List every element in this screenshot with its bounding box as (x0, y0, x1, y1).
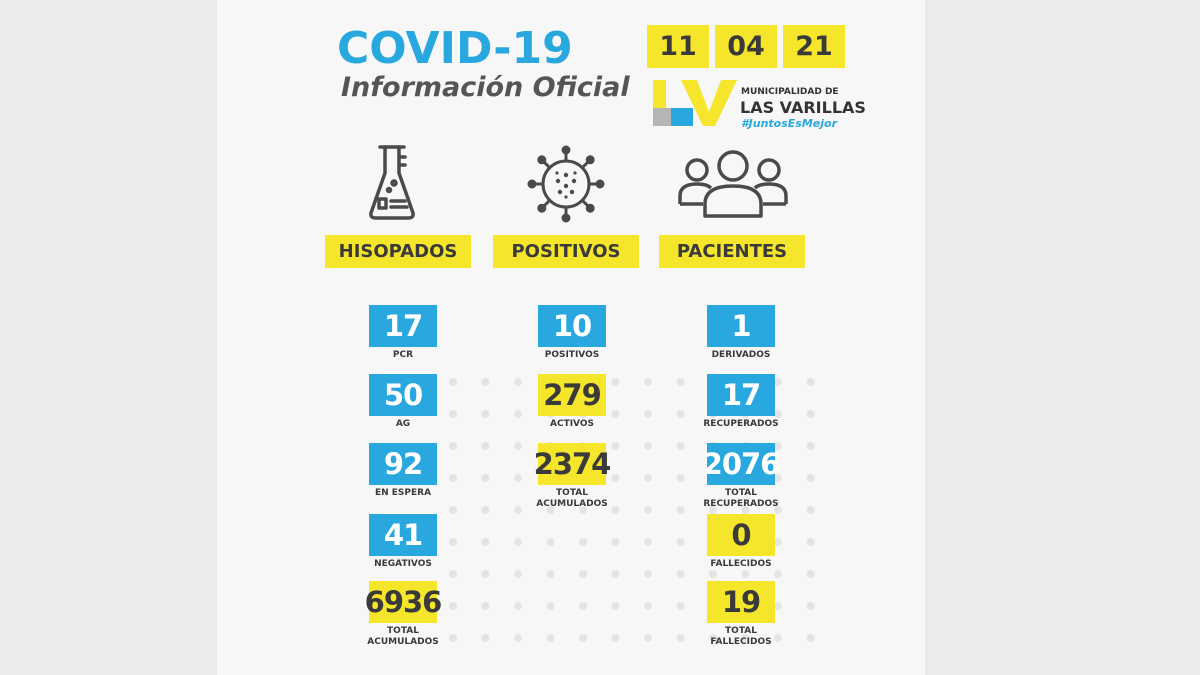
infographic-card (217, 0, 925, 675)
date-day: 11 (647, 25, 709, 68)
stat-label: PCR (392, 350, 414, 360)
stat-value: 2374 (538, 443, 606, 485)
page-subtitle: Información Oficial (341, 72, 630, 103)
decor-dot (807, 474, 815, 482)
decor-dot (807, 378, 815, 386)
decor-dot (677, 538, 685, 546)
stat-derivados (686, 305, 796, 361)
stat-negativos (348, 514, 458, 570)
decor-dot (579, 570, 587, 578)
stat-value: 279 (538, 374, 606, 416)
stat-ag (348, 374, 458, 430)
flask-icon (367, 143, 417, 221)
stat-total-recuperados (686, 443, 796, 510)
decor-dot (547, 602, 555, 610)
stat-value: 0 (707, 514, 775, 556)
decor-dot (644, 538, 652, 546)
stat-value: 17 (707, 374, 775, 416)
stat-label: RECUPERADOS (703, 419, 779, 429)
stat-value: 41 (369, 514, 437, 556)
decor-dot (677, 474, 685, 482)
decor-dot (644, 570, 652, 578)
decor-dot (482, 634, 490, 642)
municipality-logo (651, 78, 747, 130)
municipality-name: LAS VARILLAS (740, 98, 866, 117)
decor-dot (514, 570, 522, 578)
decor-dot (482, 538, 490, 546)
decor-dot (807, 634, 815, 642)
decor-dot (579, 602, 587, 610)
stat-total-fallecidos (686, 581, 796, 648)
decor-dot (644, 474, 652, 482)
stat-label: TOTAL FALLECIDOS (710, 626, 772, 647)
stat-label: FALLECIDOS (710, 559, 772, 569)
decor-dot (644, 410, 652, 418)
decor-dot (612, 602, 620, 610)
stat-fallecidos (686, 514, 796, 570)
decor-dot (807, 410, 815, 418)
decor-dot (482, 506, 490, 514)
decor-dot (742, 570, 750, 578)
municipality-hashtag: #JuntosEsMejor (741, 117, 837, 130)
decor-dot (482, 442, 490, 450)
decor-dot (514, 538, 522, 546)
decor-dot (807, 602, 815, 610)
decor-dot (677, 634, 685, 642)
stat-label: DERIVADOS (711, 350, 771, 360)
decor-dot (774, 570, 782, 578)
decor-dot (677, 378, 685, 386)
decor-dot (482, 378, 490, 386)
decor-dot (514, 634, 522, 642)
municipality-line1: MUNICIPALIDAD DE (741, 87, 839, 97)
stat-positivos (517, 305, 627, 361)
decor-dot (644, 634, 652, 642)
category-hisopados: HISOPADOS (325, 235, 471, 268)
decor-dot (612, 634, 620, 642)
decor-dot (514, 602, 522, 610)
decor-dot (677, 570, 685, 578)
decor-dot (644, 378, 652, 386)
stat-total-acumulados-hisopados (348, 581, 458, 648)
stat-activos (517, 374, 627, 430)
decor-dot (547, 570, 555, 578)
decor-dot (677, 442, 685, 450)
decor-dot (449, 506, 457, 514)
stat-value: 10 (538, 305, 606, 347)
stat-value: 2076 (707, 443, 775, 485)
decor-dot (482, 570, 490, 578)
people-icon (677, 148, 789, 220)
decor-dot (677, 506, 685, 514)
decor-dot (644, 506, 652, 514)
stat-value: 19 (707, 581, 775, 623)
decor-dot (579, 634, 587, 642)
decor-dot (644, 602, 652, 610)
decor-dot (482, 602, 490, 610)
stat-label: AG (395, 419, 411, 429)
stat-value: 17 (369, 305, 437, 347)
decor-dot (709, 570, 717, 578)
decor-dot (807, 538, 815, 546)
stat-label: EN ESPERA (374, 488, 432, 498)
stat-recuperados (686, 374, 796, 430)
stat-value: 92 (369, 443, 437, 485)
decor-dot (677, 410, 685, 418)
date-month: 04 (715, 25, 777, 68)
decor-dot (482, 474, 490, 482)
stat-label: TOTAL RECUPERADOS (703, 488, 779, 509)
decor-dot (449, 570, 457, 578)
decor-dot (807, 506, 815, 514)
stat-total-acumulados-positivos (517, 443, 627, 510)
stat-pcr (348, 305, 458, 361)
decor-dot (807, 442, 815, 450)
category-positivos: POSITIVOS (493, 235, 639, 268)
decor-dot (547, 538, 555, 546)
stat-value: 1 (707, 305, 775, 347)
date-year: 21 (783, 25, 845, 68)
stat-value: 6936 (369, 581, 437, 623)
stat-label: TOTAL ACUMULADOS (536, 488, 608, 509)
stat-label: NEGATIVOS (374, 559, 432, 569)
page-title: COVID-19 (337, 23, 573, 74)
decor-dot (547, 634, 555, 642)
stat-label: ACTIVOS (550, 419, 594, 429)
decor-dot (579, 538, 587, 546)
decor-dot (612, 538, 620, 546)
virus-icon (527, 145, 605, 223)
decor-dot (807, 570, 815, 578)
decor-dot (482, 410, 490, 418)
decor-dot (644, 442, 652, 450)
stat-value: 50 (369, 374, 437, 416)
decor-dot (612, 570, 620, 578)
category-pacientes: PACIENTES (659, 235, 805, 268)
stat-label: POSITIVOS (544, 350, 600, 360)
stat-label: TOTAL ACUMULADOS (367, 626, 439, 647)
decor-dot (677, 602, 685, 610)
stat-en-espera (348, 443, 458, 499)
